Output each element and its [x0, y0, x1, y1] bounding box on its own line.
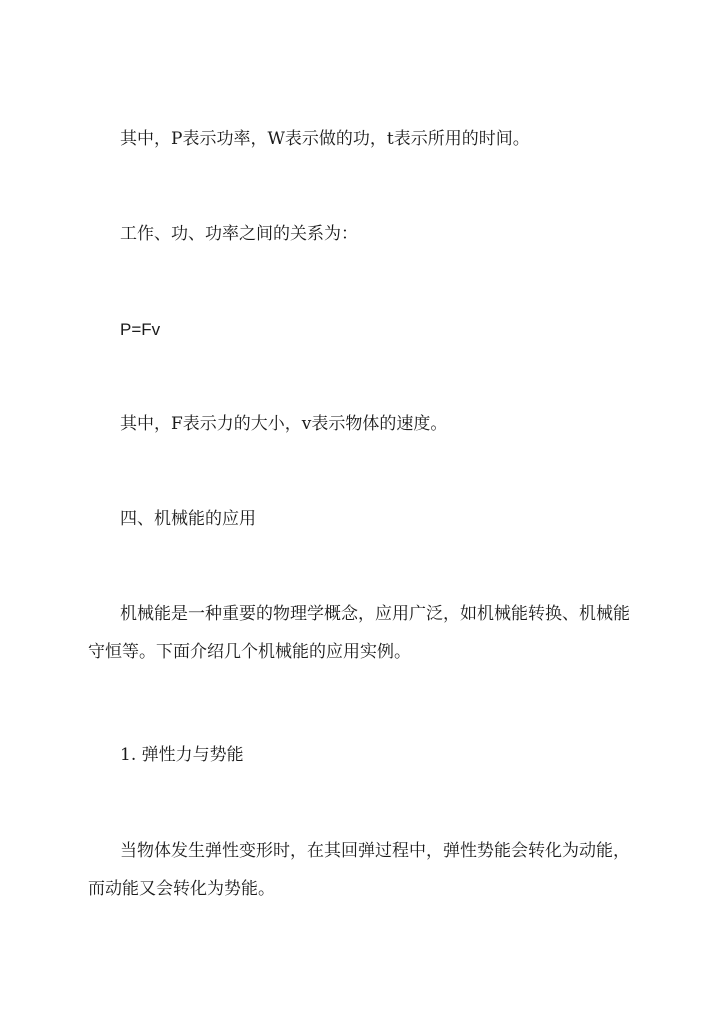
formula-power: P=Fv [120, 320, 161, 339]
section-heading-applications: 四、机械能的应用 [120, 509, 256, 529]
paragraph-relation-intro: 工作、功、功率之间的关系为： [120, 224, 358, 244]
paragraph-elastic-energy: 当物体发生弹性变形时，在其回弹过程中，弹性势能会转化为动能，而动能又会转化为势能。 [88, 841, 630, 899]
subheading-elastic-force: 1. 弹性力与势能 [120, 745, 244, 765]
paragraph-force-velocity: 其中，F表示力的大小，v表示物体的速度。 [120, 414, 448, 434]
paragraph-applications-intro: 机械能是一种重要的物理学概念，应用广泛，如机械能转换、机械能守恒等。下面介绍几个机械能的应用实例。 [88, 604, 630, 662]
paragraph-power-definition: 其中，P表示功率，W表示做的功，t表示所用的时间。 [120, 129, 530, 149]
